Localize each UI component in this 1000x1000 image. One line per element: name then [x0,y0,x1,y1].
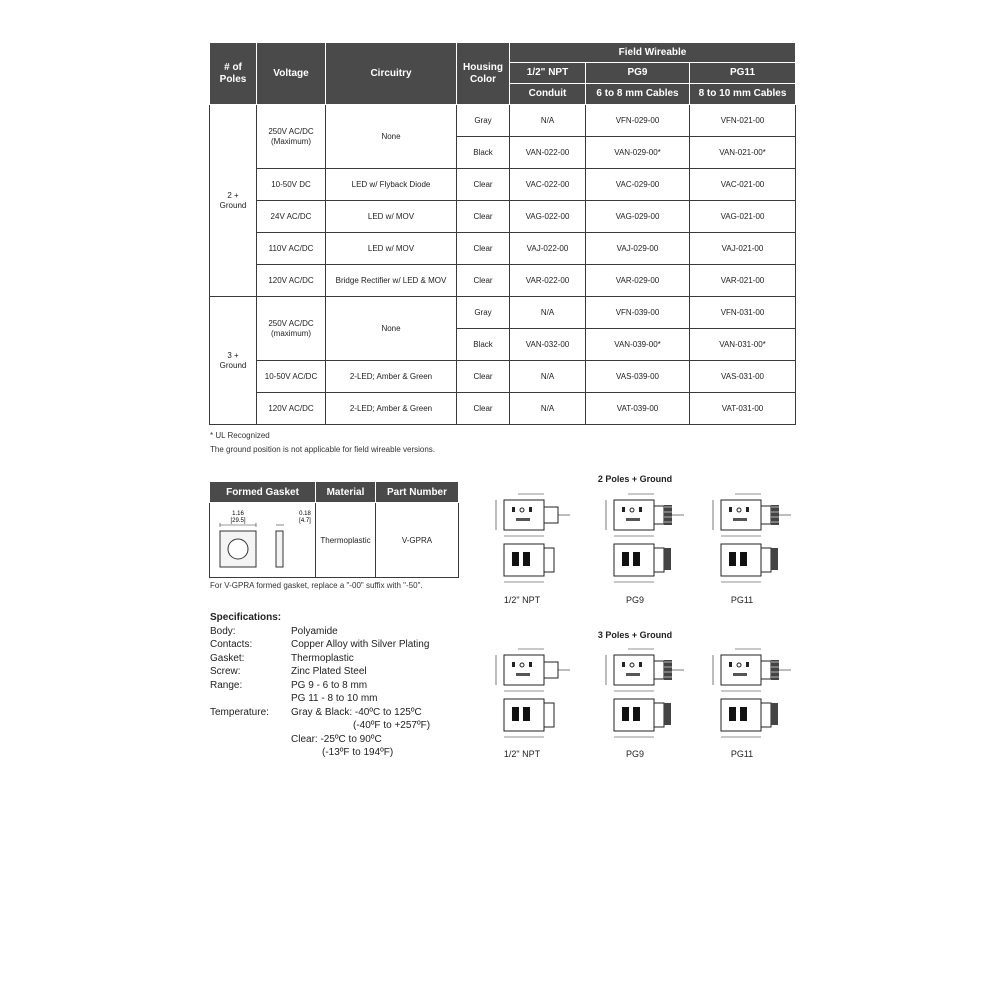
spec-label: Gasket: [210,652,245,664]
spec-value: Gray & Black: -40ºC to 125ºC [291,706,422,718]
spec-label: Temperature: [210,706,269,718]
three-poles-title: 3 Poles + Ground [597,630,673,640]
pg9-cell: VFN-039-00 [586,297,690,329]
circuitry-cell: LED w/ MOV [326,201,457,233]
gasket-thickness-label: 0.18 [299,511,311,517]
header-housing-color: Housing Color [457,43,510,105]
pg9-cell: VFN-029-00 [586,105,690,137]
spec-row [210,692,430,706]
header-pg11: PG11 [690,63,796,84]
voltage-cell: 24V AC/DC [257,201,326,233]
housing-cell: Clear [457,169,510,201]
housing-cell: Gray [457,297,510,329]
spec-row [210,652,430,666]
pg9-cell: VAC-029-00 [586,169,690,201]
specifications [210,611,430,760]
gasket-table [209,481,459,578]
spec-row [210,679,430,693]
connector-drawing-pg11-2p [695,490,805,590]
connector-drawing-npt-3p [478,645,588,745]
caption-pg9-3p: PG9 [625,749,644,759]
header-poles: # of Poles [210,43,257,105]
voltage-cell: 250V AC/DC (maximum) [257,297,326,361]
caption-npt-2p: 1/2" NPT [503,595,541,605]
table-row [210,169,796,201]
pg11-cell: VAJ-021-00 [690,233,796,265]
table-row [210,297,796,329]
spec-row [210,733,430,747]
table-row [210,105,796,137]
pg9-cell: VAJ-029-00 [586,233,690,265]
voltage-cell: 10-50V DC [257,169,326,201]
npt-cell: VAN-032-00 [510,329,586,361]
header-part-number: Part Number [376,482,459,503]
spec-label: Contacts: [210,639,253,650]
spec-label: Screw: [210,666,241,677]
pg9-cell: VAG-029-00 [586,201,690,233]
table-row [210,265,796,297]
circuitry-cell: None [326,105,457,169]
pg9-cell: VAT-039-00 [586,393,690,425]
spec-value: (-40ºF to +257ºF) [353,720,431,731]
gasket-width-mm-label: [29.5] [230,518,246,524]
npt-cell: N/A [510,393,586,425]
housing-cell: Clear [457,201,510,233]
caption-npt-3p: 1/2" NPT [503,749,541,759]
connector-drawing-pg9-2p [588,490,698,590]
gasket-note: For V-GPRA formed gasket, replace a "-00" suffix with "-50". [210,581,423,590]
spec-row [210,706,430,720]
caption-pg11-3p: PG11 [730,749,754,759]
housing-cell: Black [457,329,510,361]
circuitry-cell: Bridge Rectifier w/ LED & MOV [326,265,457,297]
header-cables-8-10: 8 to 10 mm Cables [690,84,796,105]
housing-cell: Black [457,137,510,169]
pg11-cell: VFN-031-00 [690,297,796,329]
spec-row [210,746,430,760]
voltage-cell: 110V AC/DC [257,233,326,265]
header-conduit: Conduit [510,84,586,105]
npt-cell: N/A [510,361,586,393]
housing-cell: Gray [457,105,510,137]
header-field-wireable: Field Wireable [510,43,796,63]
gasket-drawing [210,504,314,576]
pg11-cell: VAS-031-00 [690,361,796,393]
spec-row [210,719,430,733]
spec-value: Thermoplastic [291,652,354,664]
connector-drawing-npt-2p [478,490,588,590]
circuitry-cell: 2-LED; Amber & Green [326,361,457,393]
gasket-thickness-mm-label: [4.7] [299,518,311,524]
connector-drawing-pg11-3p [695,645,805,745]
housing-cell: Clear [457,393,510,425]
npt-cell: VAJ-022-00 [510,233,586,265]
table-row [210,361,796,393]
spec-label [210,719,291,733]
spec-value: (-13ºF to 194ºF) [322,747,394,758]
housing-cell: Clear [457,265,510,297]
spec-value: Clear: -25ºC to 90ºC [291,733,382,745]
gasket-part-number: V-GPRA [376,503,459,578]
spec-label [210,692,291,706]
npt-cell: N/A [510,105,586,137]
gasket-material: Thermoplastic [316,503,376,578]
voltage-cell: 250V AC/DC (Maximum) [257,105,326,169]
npt-cell: VAN-022-00 [510,137,586,169]
header-formed-gasket: Formed Gasket [210,482,316,503]
poles-cell: 2 + Ground [210,105,257,297]
circuitry-cell: LED w/ MOV [326,233,457,265]
spec-label: Body: [210,625,236,637]
pg11-cell: VAN-021-00* [690,137,796,169]
pg9-cell: VAS-039-00 [586,361,690,393]
npt-cell: VAC-022-00 [510,169,586,201]
table-row [210,393,796,425]
spec-value: Polyamide [291,625,338,637]
spec-value: PG 11 - 8 to 10 mm [291,693,378,704]
circuitry-cell: 2-LED; Amber & Green [326,393,457,425]
circuitry-cell: LED w/ Flyback Diode [326,169,457,201]
header-cables-6-8: 6 to 8 mm Cables [586,84,690,105]
voltage-cell: 120V AC/DC [257,393,326,425]
voltage-cell: 120V AC/DC [257,265,326,297]
header-circuitry: Circuitry [326,43,457,105]
spec-label [210,746,291,760]
spec-row [210,638,430,652]
gasket-width-label: 1.16 [232,511,244,517]
header-material: Material [316,482,376,503]
header-npt: 1/2" NPT [510,63,586,84]
header-pg9: PG9 [586,63,690,84]
voltage-cell: 10-50V AC/DC [257,361,326,393]
footnote-ground: The ground position is not applicable for field wireable versions. [210,445,436,454]
spec-value: PG 9 - 6 to 8 mm [291,679,368,691]
header-voltage: Voltage [257,43,326,105]
spec-label: Range: [210,679,243,691]
two-poles-title: 2 Poles + Ground [597,474,673,484]
footnote-ul: * UL Recognized [210,431,270,440]
pg11-cell: VFN-021-00 [690,105,796,137]
spec-row [210,625,430,639]
spec-row [210,665,430,679]
gasket-drawing-cell [210,503,316,578]
connector-table [209,42,796,425]
pg11-cell: VAR-021-00 [690,265,796,297]
housing-cell: Clear [457,361,510,393]
pg9-cell: VAN-029-00* [586,137,690,169]
circuitry-cell: None [326,297,457,361]
housing-cell: Clear [457,233,510,265]
caption-pg9-2p: PG9 [625,595,644,605]
table-row [210,233,796,265]
specs-title: Specifications: [210,612,282,623]
poles-cell: 3 + Ground [210,297,257,425]
pg11-cell: VAC-021-00 [690,169,796,201]
npt-cell: N/A [510,297,586,329]
table-row [210,201,796,233]
pg11-cell: VAN-031-00* [690,329,796,361]
spec-value: Zinc Plated Steel [291,666,367,677]
table-row [210,503,459,578]
pg9-cell: VAN-039-00* [586,329,690,361]
caption-pg11-2p: PG11 [730,595,754,605]
pg11-cell: VAG-021-00 [690,201,796,233]
pg11-cell: VAT-031-00 [690,393,796,425]
spec-value: Copper Alloy with Silver Plating [291,639,430,650]
connector-drawing-pg9-3p [588,645,698,745]
pg9-cell: VAR-029-00 [586,265,690,297]
spec-label [210,733,291,747]
npt-cell: VAG-022-00 [510,201,586,233]
npt-cell: VAR-022-00 [510,265,586,297]
